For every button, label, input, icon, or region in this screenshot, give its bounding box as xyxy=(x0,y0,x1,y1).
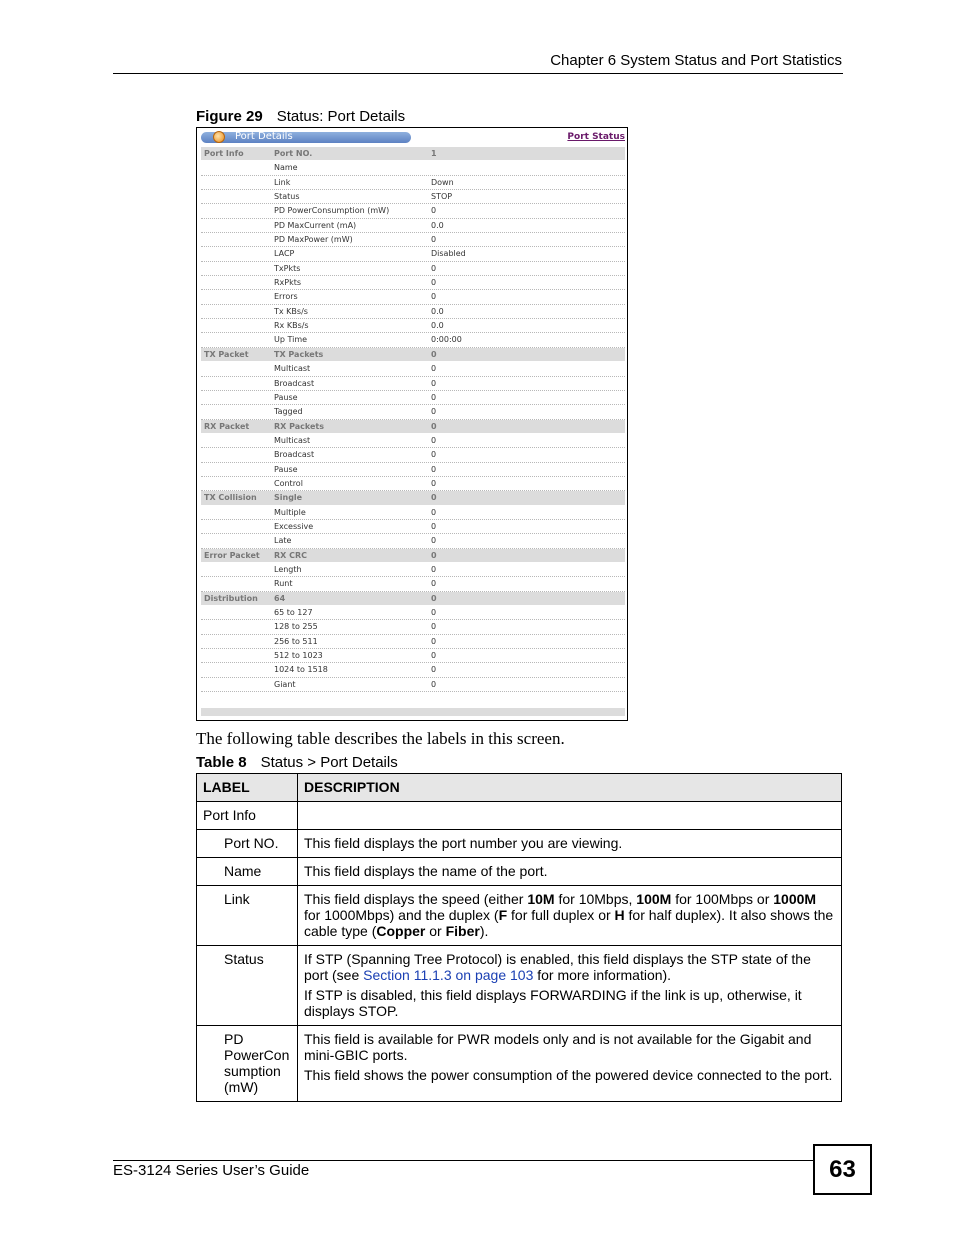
field-label: PD MaxCurrent (mA) xyxy=(274,220,357,230)
detail-row xyxy=(201,520,625,534)
field-value: 0 xyxy=(431,564,437,574)
label-line: PowerCon xyxy=(224,1047,290,1063)
field-label: 512 to 1023 xyxy=(274,651,323,661)
field-label: Up Time xyxy=(274,335,308,345)
desc-text: for 100Mbps or xyxy=(671,891,774,907)
field-value: 0 xyxy=(431,651,437,661)
title-bar xyxy=(201,132,411,143)
desc-text: for half duplex). It also shows the cable type ( xyxy=(304,907,834,939)
group-header-row xyxy=(201,592,625,606)
field-value: 0 xyxy=(431,579,437,589)
detail-row xyxy=(201,635,625,649)
row-label: Name xyxy=(197,858,298,886)
field-label: Broadcast xyxy=(274,450,315,460)
field-label: Tagged xyxy=(274,407,303,417)
table-header-row xyxy=(197,774,842,802)
group-label: Port Info xyxy=(204,149,244,158)
field-label: Runt xyxy=(274,579,293,589)
desc-bold: 100M xyxy=(636,891,672,907)
screen-header xyxy=(201,132,625,144)
group-label: Distribution xyxy=(204,593,258,603)
detail-row xyxy=(201,305,625,319)
row-label: Port Info xyxy=(197,802,298,830)
detail-row xyxy=(201,463,625,477)
header-rule xyxy=(113,73,843,74)
desc-bold: 10M xyxy=(527,891,555,907)
detail-row xyxy=(201,405,625,419)
field-label: RxPkts xyxy=(274,278,302,288)
detail-row xyxy=(201,477,625,491)
table-row xyxy=(197,1026,842,1102)
port-status-link[interactable]: Port Status xyxy=(567,132,625,142)
desc-bold: 1000M xyxy=(773,891,817,907)
field-label: RX Packets xyxy=(274,421,325,431)
group-label: Error Packet xyxy=(204,550,260,560)
field-label: Link xyxy=(274,177,291,187)
field-value: 0 xyxy=(431,622,437,632)
table-row xyxy=(197,886,842,946)
field-value: 0 xyxy=(431,450,437,460)
field-label: Rx KBs/s xyxy=(274,321,309,331)
field-label: Port NO. xyxy=(274,149,313,158)
detail-row xyxy=(201,620,625,634)
field-label: Multiple xyxy=(274,507,306,517)
table-row xyxy=(197,858,842,886)
field-label: 64 xyxy=(274,593,286,603)
field-value: 0 xyxy=(431,206,437,216)
field-label: Multicast xyxy=(274,435,311,445)
field-label: PD PowerConsumption (mW) xyxy=(274,206,390,216)
field-label: Multicast xyxy=(274,364,311,374)
detail-row xyxy=(201,204,625,218)
field-label: TxPkts xyxy=(274,263,301,273)
detail-row xyxy=(201,262,625,276)
field-value: 0 xyxy=(431,364,437,374)
col-label-header: LABEL xyxy=(197,774,298,802)
field-label: Pause xyxy=(274,464,298,474)
field-value: 0 xyxy=(431,435,437,445)
field-value: 0 xyxy=(431,421,437,431)
desc-text: If STP (Spanning Tree Protocol) is enabled, this field displays the STP state of the port (see xyxy=(304,951,811,983)
row-label: Link xyxy=(197,886,298,946)
field-value: 0 xyxy=(431,464,437,474)
port-details-screenshot xyxy=(196,127,628,721)
detail-row xyxy=(201,577,625,591)
chapter-header: Chapter 6 System Status and Port Statistics xyxy=(550,52,842,69)
field-value: 0 xyxy=(431,507,437,517)
figure-label: Figure 29 xyxy=(196,108,263,125)
field-label: 128 to 255 xyxy=(274,622,318,632)
detail-row xyxy=(201,333,625,347)
detail-row xyxy=(201,391,625,405)
field-value: 0.0 xyxy=(431,220,444,230)
field-label: Pause xyxy=(274,392,298,402)
label-line: PD xyxy=(224,1031,244,1047)
row-label: Port NO. xyxy=(197,830,298,858)
field-label: 1024 to 1518 xyxy=(274,665,328,675)
row-label: Status xyxy=(197,946,298,1026)
desc-bold: H xyxy=(614,907,625,923)
group-label: RX Packet xyxy=(204,421,250,431)
field-value: 0.0 xyxy=(431,306,444,316)
field-label: Broadcast xyxy=(274,378,315,388)
table-label: Table 8 xyxy=(196,754,247,771)
field-label: Name xyxy=(274,163,298,173)
field-label: Control xyxy=(274,478,303,488)
detail-row xyxy=(201,377,625,391)
row-description: This field displays the name of the port. xyxy=(298,858,842,886)
field-label: LACP xyxy=(274,249,295,259)
field-value: 0 xyxy=(431,392,437,402)
desc-paragraph xyxy=(304,951,835,983)
detail-row xyxy=(201,606,625,620)
label-line: (mW) xyxy=(224,1079,259,1095)
description-table xyxy=(196,773,842,1102)
field-value: 0 xyxy=(431,679,437,689)
row-description xyxy=(298,802,842,830)
screen-footer-bar xyxy=(201,708,625,716)
row-description xyxy=(298,886,842,946)
desc-text: for full duplex or xyxy=(507,907,615,923)
table-row xyxy=(197,946,842,1026)
desc-bold: Copper xyxy=(376,923,426,939)
detail-row xyxy=(201,649,625,663)
group-header-row xyxy=(201,420,625,434)
row-description xyxy=(298,1026,842,1102)
field-label: Tx KBs/s xyxy=(274,306,308,316)
detail-row xyxy=(201,190,625,204)
field-label: Excessive xyxy=(274,521,314,531)
field-label: Length xyxy=(274,564,302,574)
field-label: TX Packets xyxy=(274,349,324,359)
field-value: 0 xyxy=(431,235,437,245)
field-label: 256 to 511 xyxy=(274,636,318,646)
detail-row xyxy=(201,233,625,247)
field-value: 0.0 xyxy=(431,321,444,331)
table-row xyxy=(197,802,842,830)
field-value: Down xyxy=(431,177,454,187)
detail-row xyxy=(201,276,625,290)
figure-title: Status: Port Details xyxy=(276,108,406,125)
guide-title: ES-3124 Series User’s Guide xyxy=(113,1162,310,1179)
detail-row xyxy=(201,247,625,261)
figure-caption xyxy=(196,108,405,125)
detail-row xyxy=(201,362,625,376)
field-value: STOP xyxy=(431,192,453,202)
port-details-list xyxy=(201,147,625,692)
field-value: 0 xyxy=(431,665,437,675)
section-link[interactable]: Section 11.1.3 on page 103 xyxy=(363,967,534,983)
field-value: 0 xyxy=(431,608,437,617)
group-label: TX Packet xyxy=(204,349,249,359)
detail-row xyxy=(201,506,625,520)
screen-title: Port Details xyxy=(235,131,293,142)
desc-text: or xyxy=(425,923,446,939)
row-description: This field displays the port number you are viewing. xyxy=(298,830,842,858)
field-value: 0 xyxy=(431,550,437,560)
desc-text: for 10Mbps, xyxy=(554,891,637,907)
field-value: 0 xyxy=(431,636,437,646)
row-label xyxy=(197,1026,298,1102)
field-value: 0 xyxy=(431,593,437,603)
field-value: 0 xyxy=(431,292,437,302)
field-value: Disabled xyxy=(431,249,466,259)
field-value: 0 xyxy=(431,407,437,417)
field-value: 0 xyxy=(431,349,437,359)
field-label: Status xyxy=(274,192,300,202)
footer-rule xyxy=(113,1160,813,1161)
desc-paragraph: If STP is disabled, this field displays FORWARDING if the link is up, otherwise, it displays STOP. xyxy=(304,987,802,1019)
detail-row xyxy=(201,534,625,548)
detail-row xyxy=(201,161,625,175)
intro-text: The following table describes the labels in this screen. xyxy=(196,729,565,748)
desc-text: for 1000Mbps) and the duplex ( xyxy=(304,907,499,923)
field-value: 0:00:00 xyxy=(431,335,462,345)
table-row xyxy=(197,830,842,858)
desc-bold: Fiber xyxy=(445,923,480,939)
group-header-row xyxy=(201,348,625,362)
table-title: Status > Port Details xyxy=(260,754,398,771)
field-value: 0 xyxy=(431,378,437,388)
label-line: sumption xyxy=(224,1063,281,1079)
field-value: 0 xyxy=(431,493,437,503)
desc-bold: F xyxy=(498,907,508,923)
field-value: 0 xyxy=(431,521,437,531)
field-label: RX CRC xyxy=(274,550,308,560)
desc-text: This field displays the speed (either xyxy=(304,891,528,907)
group-label: TX Collision xyxy=(204,493,257,503)
field-value: 0 xyxy=(431,278,437,288)
detail-row xyxy=(201,176,625,190)
detail-row xyxy=(201,290,625,304)
detail-row xyxy=(201,434,625,448)
desc-paragraph: This field is available for PWR models only and is not available for the Gigabit and mini-GBIC ports. xyxy=(304,1031,812,1063)
detail-row xyxy=(201,563,625,577)
table-caption xyxy=(196,754,398,771)
detail-row xyxy=(201,219,625,233)
bullet-icon xyxy=(213,131,225,143)
field-value: 1 xyxy=(431,149,437,158)
field-label: Errors xyxy=(274,292,298,302)
field-label: Giant xyxy=(274,679,296,689)
group-header-row xyxy=(201,491,625,505)
field-label: Single xyxy=(274,493,303,503)
row-description xyxy=(298,946,842,1026)
detail-row xyxy=(201,319,625,333)
col-description-header: DESCRIPTION xyxy=(298,774,842,802)
detail-row xyxy=(201,663,625,677)
desc-text: ). xyxy=(479,923,489,939)
field-label: PD MaxPower (mW) xyxy=(274,235,353,245)
detail-row xyxy=(201,448,625,462)
field-value: 0 xyxy=(431,536,437,546)
desc-text: for more information). xyxy=(533,967,672,983)
group-header-row xyxy=(201,147,625,161)
desc-paragraph: This field shows the power consumption of the powered device connected to the port. xyxy=(304,1067,833,1083)
page-number: 63 xyxy=(813,1144,872,1195)
group-header-row xyxy=(201,549,625,563)
field-value: 0 xyxy=(431,263,437,273)
field-label: Late xyxy=(274,536,292,546)
detail-row xyxy=(201,678,625,692)
field-label: 65 to 127 xyxy=(274,608,313,617)
field-value: 0 xyxy=(431,478,437,488)
